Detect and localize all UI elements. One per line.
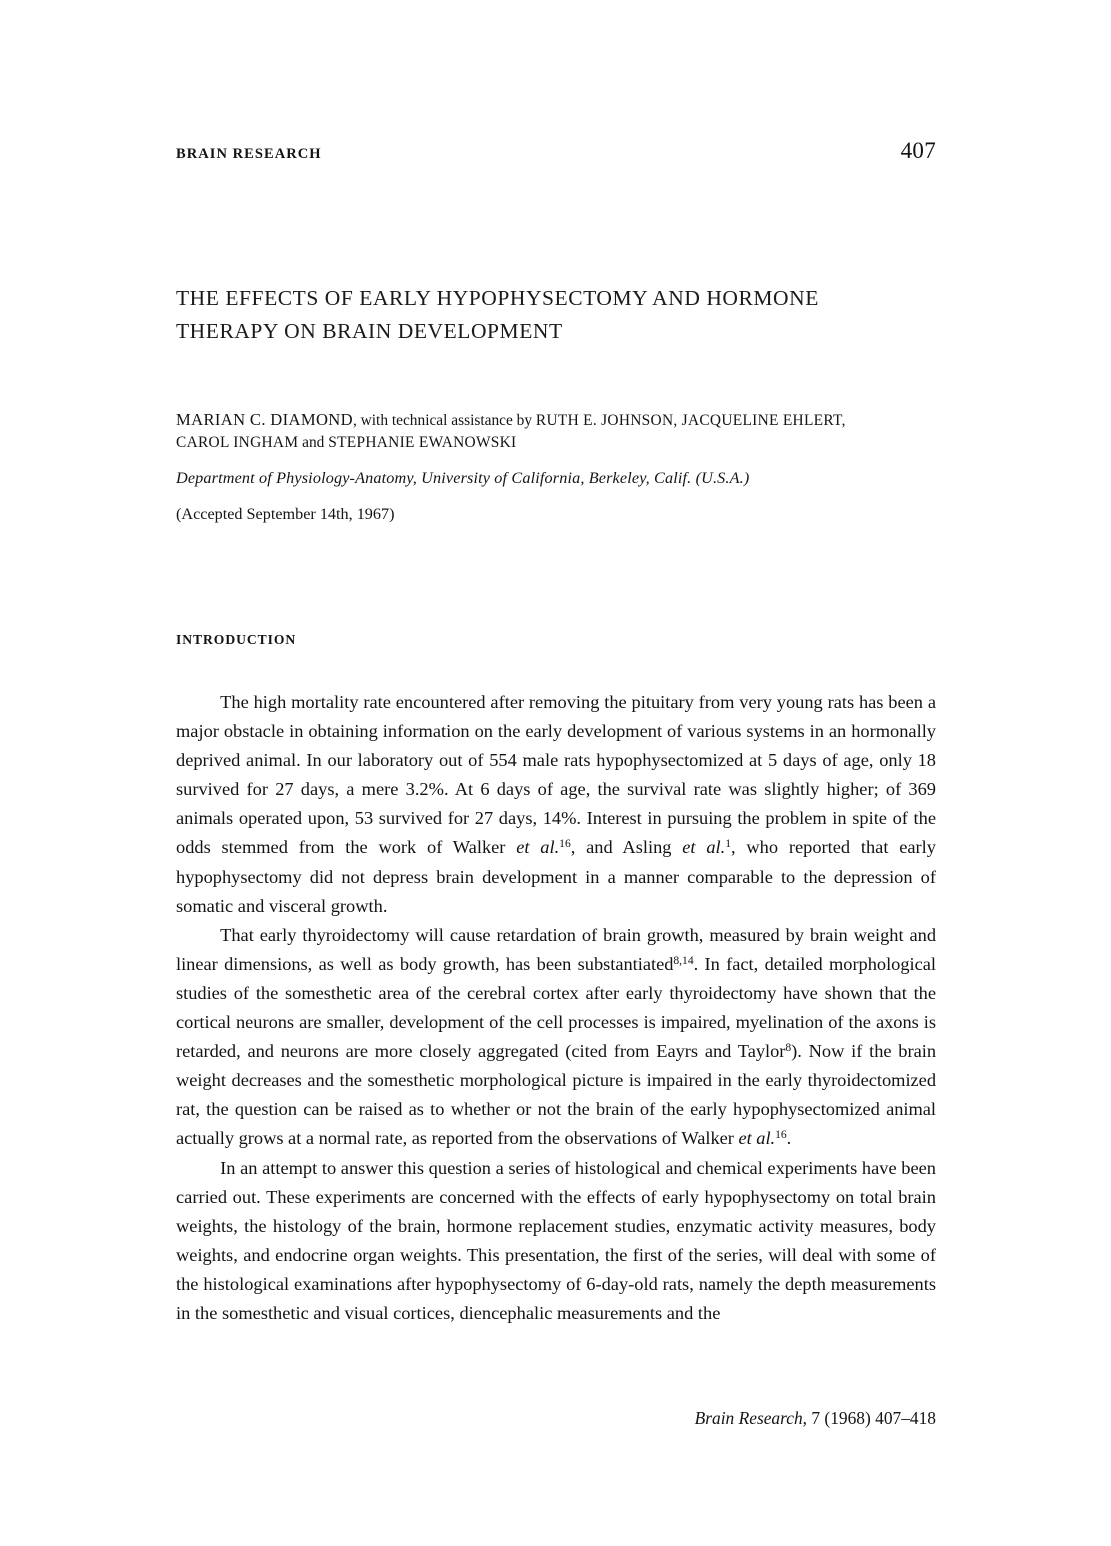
paragraph-2-part-a: That early thyroidectomy will cause retardation of brain growth, measured by brain weight and linear dimensions, as well as body growth, has been substantiated bbox=[176, 924, 936, 974]
journal-name: BRAIN RESEARCH bbox=[176, 146, 322, 162]
paragraph-2-part-c: ). Now if the brain weight decreases and the somesthetic morphological picture is impaired in the early thyroidectomized rat, the question can be raised as to whether or not the brain of the early hypophysectomized animal actually grows at a normal rate, as reported from the observations of Walker bbox=[176, 1041, 936, 1149]
citation-ref-1: 1 bbox=[725, 837, 732, 851]
citation-ref-16a: 16 bbox=[559, 837, 571, 851]
paragraph-1-part-b: , and Asling bbox=[570, 837, 683, 858]
citation-ref-8: 8 bbox=[785, 1041, 792, 1055]
article-title-line-1: THE EFFECTS OF EARLY HYPOPHYSECTOMY AND HORMONE bbox=[176, 286, 819, 311]
accepted-date: (Accepted September 14th, 1967) bbox=[176, 505, 395, 523]
citation-ref-16b: 16 bbox=[775, 1128, 787, 1142]
paragraph-1-part-a: The high mortality rate encountered after removing the pituitary from very young rats has been a major obstacle in obtaining information on the early development of various systems in an hormonally deprived animal. In our laboratory out of 554 male rats hypophysectomized at 5 days of age, only 18 survived for 27 days, a mere 3.2%. At 6 days of age, the survival rate was slightly higher; of 369 animals operated upon, 53 survived for 27 days, 14%. Interest in pursuing the problem in spite of the odds stemmed from the work of Walker bbox=[176, 692, 936, 858]
assistant-names-line-1: RUTH E. JOHNSON, JACQUELINE EHLERT, bbox=[535, 412, 846, 429]
paragraph-1-etal-1: et al. bbox=[516, 837, 560, 858]
body-text bbox=[176, 688, 936, 1328]
assistant-names-line-2a: CAROL INGHAM bbox=[176, 434, 299, 451]
paragraph-2-part-d: . bbox=[786, 1128, 792, 1149]
citation-ref-8-14: 8,14 bbox=[673, 953, 694, 967]
running-head bbox=[176, 138, 936, 164]
affiliation: Department of Physiology-Anatomy, University of California, Berkeley, Calif. (U.S.A.) bbox=[176, 469, 750, 487]
section-heading-introduction: INTRODUCTION bbox=[176, 632, 297, 647]
assistant-names-line-2b: STEPHANIE EWANOWSKI bbox=[328, 434, 517, 451]
footer-journal-name: Brain Research bbox=[694, 1408, 803, 1428]
byline-role-text: , with technical assistance by bbox=[352, 412, 533, 429]
page-number: 407 bbox=[900, 138, 936, 163]
paragraph-1 bbox=[176, 688, 936, 921]
footer-citation bbox=[176, 1408, 936, 1429]
paragraph-1-etal-2: et al. bbox=[682, 837, 726, 858]
footer-citation-rest: , 7 (1968) 407–418 bbox=[802, 1408, 936, 1428]
lead-author-name: MARIAN C. DIAMOND bbox=[176, 410, 353, 429]
paragraph-2 bbox=[176, 921, 936, 1154]
article-title-line-2: THERAPY ON BRAIN DEVELOPMENT bbox=[176, 319, 563, 344]
paragraph-1-part-c: , who reported that early hypophysectomy did not depress brain development in a manner comparable to the depression of somatic and visceral growth. bbox=[176, 837, 936, 916]
paragraph-2-etal: et al. bbox=[738, 1128, 776, 1149]
article-title bbox=[176, 282, 916, 348]
paragraph-2-part-b: . In fact, detailed morphological studies of the somesthetic area of the cerebral cortex after early thyroidectomy have shown that the cortical neurons are smaller, development of the cell processes is impaired, myelination of the axons is retarded, and neurons are more closely aggregated (cited from Eayrs and Taylor bbox=[176, 953, 936, 1062]
paragraph-3: In an attempt to answer this question a series of histological and chemical experiments have been carried out. These experiments are concerned with the effects of early hypophysectomy on total brain weights, the histology of the brain, hormone replacement studies, enzymatic activity measures, body weights, and endocrine organ weights. This presentation, the first of the series, will deal with some of the histological examinations after hypophysectomy of 6-day-old rats, namely the depth measurements in the somesthetic and visual cortices, diencephalic measurements and the bbox=[176, 1157, 936, 1323]
byline bbox=[176, 409, 938, 454]
byline-conjunction: and bbox=[298, 434, 329, 451]
